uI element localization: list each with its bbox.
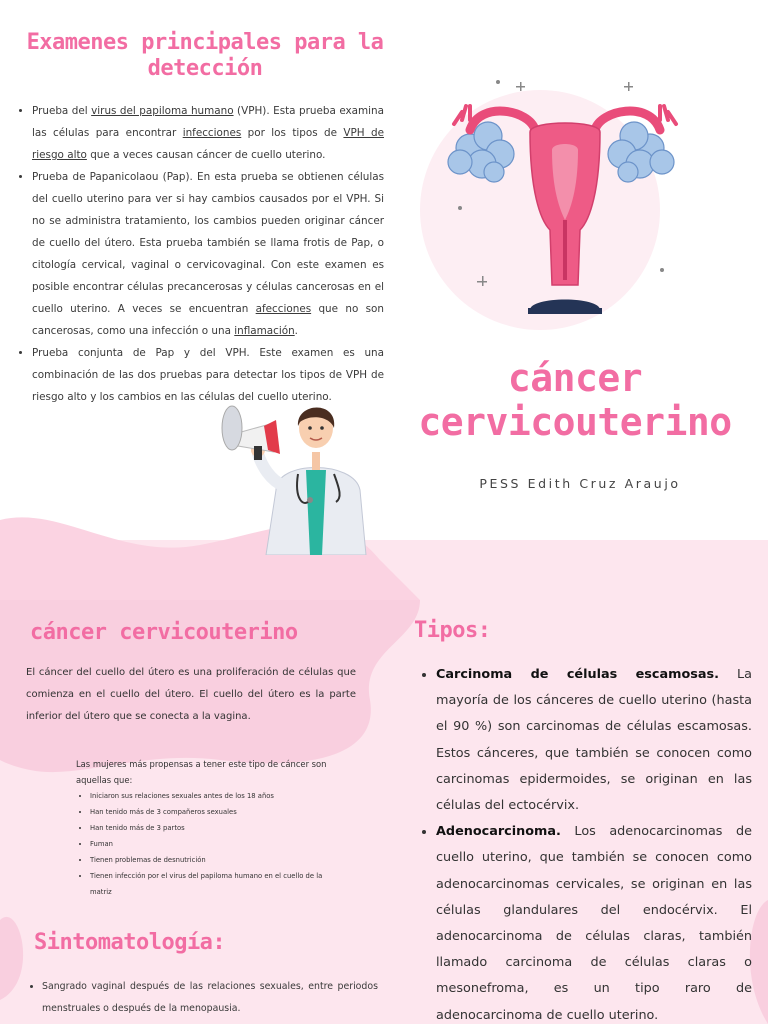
- risk-intro: Las mujeres más propensas a tener este tipo de cáncer son aquellas que:: [76, 759, 327, 785]
- link-afecciones[interactable]: afecciones: [255, 303, 312, 315]
- exam-item-vph: • Prueba del virus del papiloma humano (VPH). Esta prueba examina las células para encontrar infecciones por los tipos de VPH de riesgo alto que a veces causan cáncer de cuello uterino.: [32, 100, 384, 166]
- risk-list: [76, 788, 336, 900]
- cover-title: [410, 356, 740, 444]
- cover-title-line2: cervicouterino: [418, 400, 732, 444]
- link-vph-riesgo-alto[interactable]: VPH de riesgo alto: [32, 127, 384, 161]
- type-name: Carcinoma de células escamosas.: [436, 667, 719, 682]
- doctor-megaphone-illustration: [214, 390, 374, 555]
- definition-title: cáncer cervicouterino: [30, 620, 298, 645]
- risk-item: • Iniciaron sus relaciones sexuales antes de los 18 años: [90, 788, 336, 804]
- type-name: Adenocarcinoma.: [436, 824, 561, 840]
- risk-item: • Tienen infección por el virus del papiloma humano en el cuello de la matriz: [90, 868, 336, 900]
- risk-factors: [76, 756, 336, 900]
- symptoms-list: [28, 976, 378, 1020]
- risk-item: • Han tenido más de 3 compañeros sexuales: [90, 804, 336, 820]
- exam-item-pap-vph: • Prueba conjunta de Pap y del VPH. Este examen es una combinación de las dos pruebas para detectar los tipos de VPH de riesgo alto y los cambios en las células del cuello uterino.: [32, 342, 384, 408]
- exam-list: [20, 100, 384, 408]
- risk-item: • Han tenido más de 3 partos: [90, 820, 336, 836]
- link-infecciones[interactable]: infecciones: [182, 127, 242, 139]
- exam-section-title: Examenes principales para la detección: [26, 30, 384, 81]
- risk-item: • Tienen problemas de desnutrición: [90, 852, 336, 868]
- type-item-adeno: [436, 819, 752, 1029]
- type-desc: Los adenocarcinomas de cuello uterino, que también se conocen como adenocarcinomas cervicales, se originan en las células glandulares del endocérvix. El adenocarcinoma de células claras, también llamado carcinoma de células claras o mesonefroma, es un tipo raro de adenocarcinoma de cuello uterino.: [436, 824, 752, 1023]
- definition-text: El cáncer del cuello del útero es una proliferación de células que comienza en el cuello del útero. El cuello del útero es la parte inferior del útero que se conecta a la vagina.: [26, 667, 356, 722]
- type-item-squamous: [436, 662, 752, 819]
- symptom-item: • Sangrado vaginal después de las relaciones sexuales, entre periodos menstruales o después de la menopausia.: [42, 976, 378, 1020]
- author-name: PESS Edith Cruz Araujo: [479, 476, 681, 491]
- type-desc: La mayoría de los cánceres de cuello uterino (hasta el 90 %) son carcinomas de células escamosas. Estos cánceres, que también se conocen como carcinomas epidermoides, se originan en las células del ectocérvix.: [436, 667, 752, 814]
- exam-item-pap: • Prueba de Papanicolaou (Pap). En esta prueba se obtienen células del cuello uterino para ver si hay cambios causados por el VPH. Si no se administra tratamiento, los cambios pueden originar cáncer de cuello del útero. Esta prueba también se llama frotis de Pap, o citología cervical, vaginal o cervicovaginal. Con este examen es posible encontrar células precancerosas y células cancerosas en el cuello uterino. A veces se encuentran afecciones que no son cancerosas, como una infección o una inflamación.: [32, 166, 384, 342]
- link-inflamacion[interactable]: inflamación: [234, 325, 295, 337]
- types-list: [418, 662, 752, 1029]
- uterus-illustration: [430, 70, 700, 330]
- symptoms-title: Sintomatología:: [34, 930, 226, 955]
- cover-title-line1: cáncer: [507, 356, 643, 400]
- risk-item: • Fuman: [90, 836, 336, 852]
- link-vph[interactable]: virus del papiloma humano: [91, 105, 234, 117]
- types-title: Tipos:: [414, 618, 491, 643]
